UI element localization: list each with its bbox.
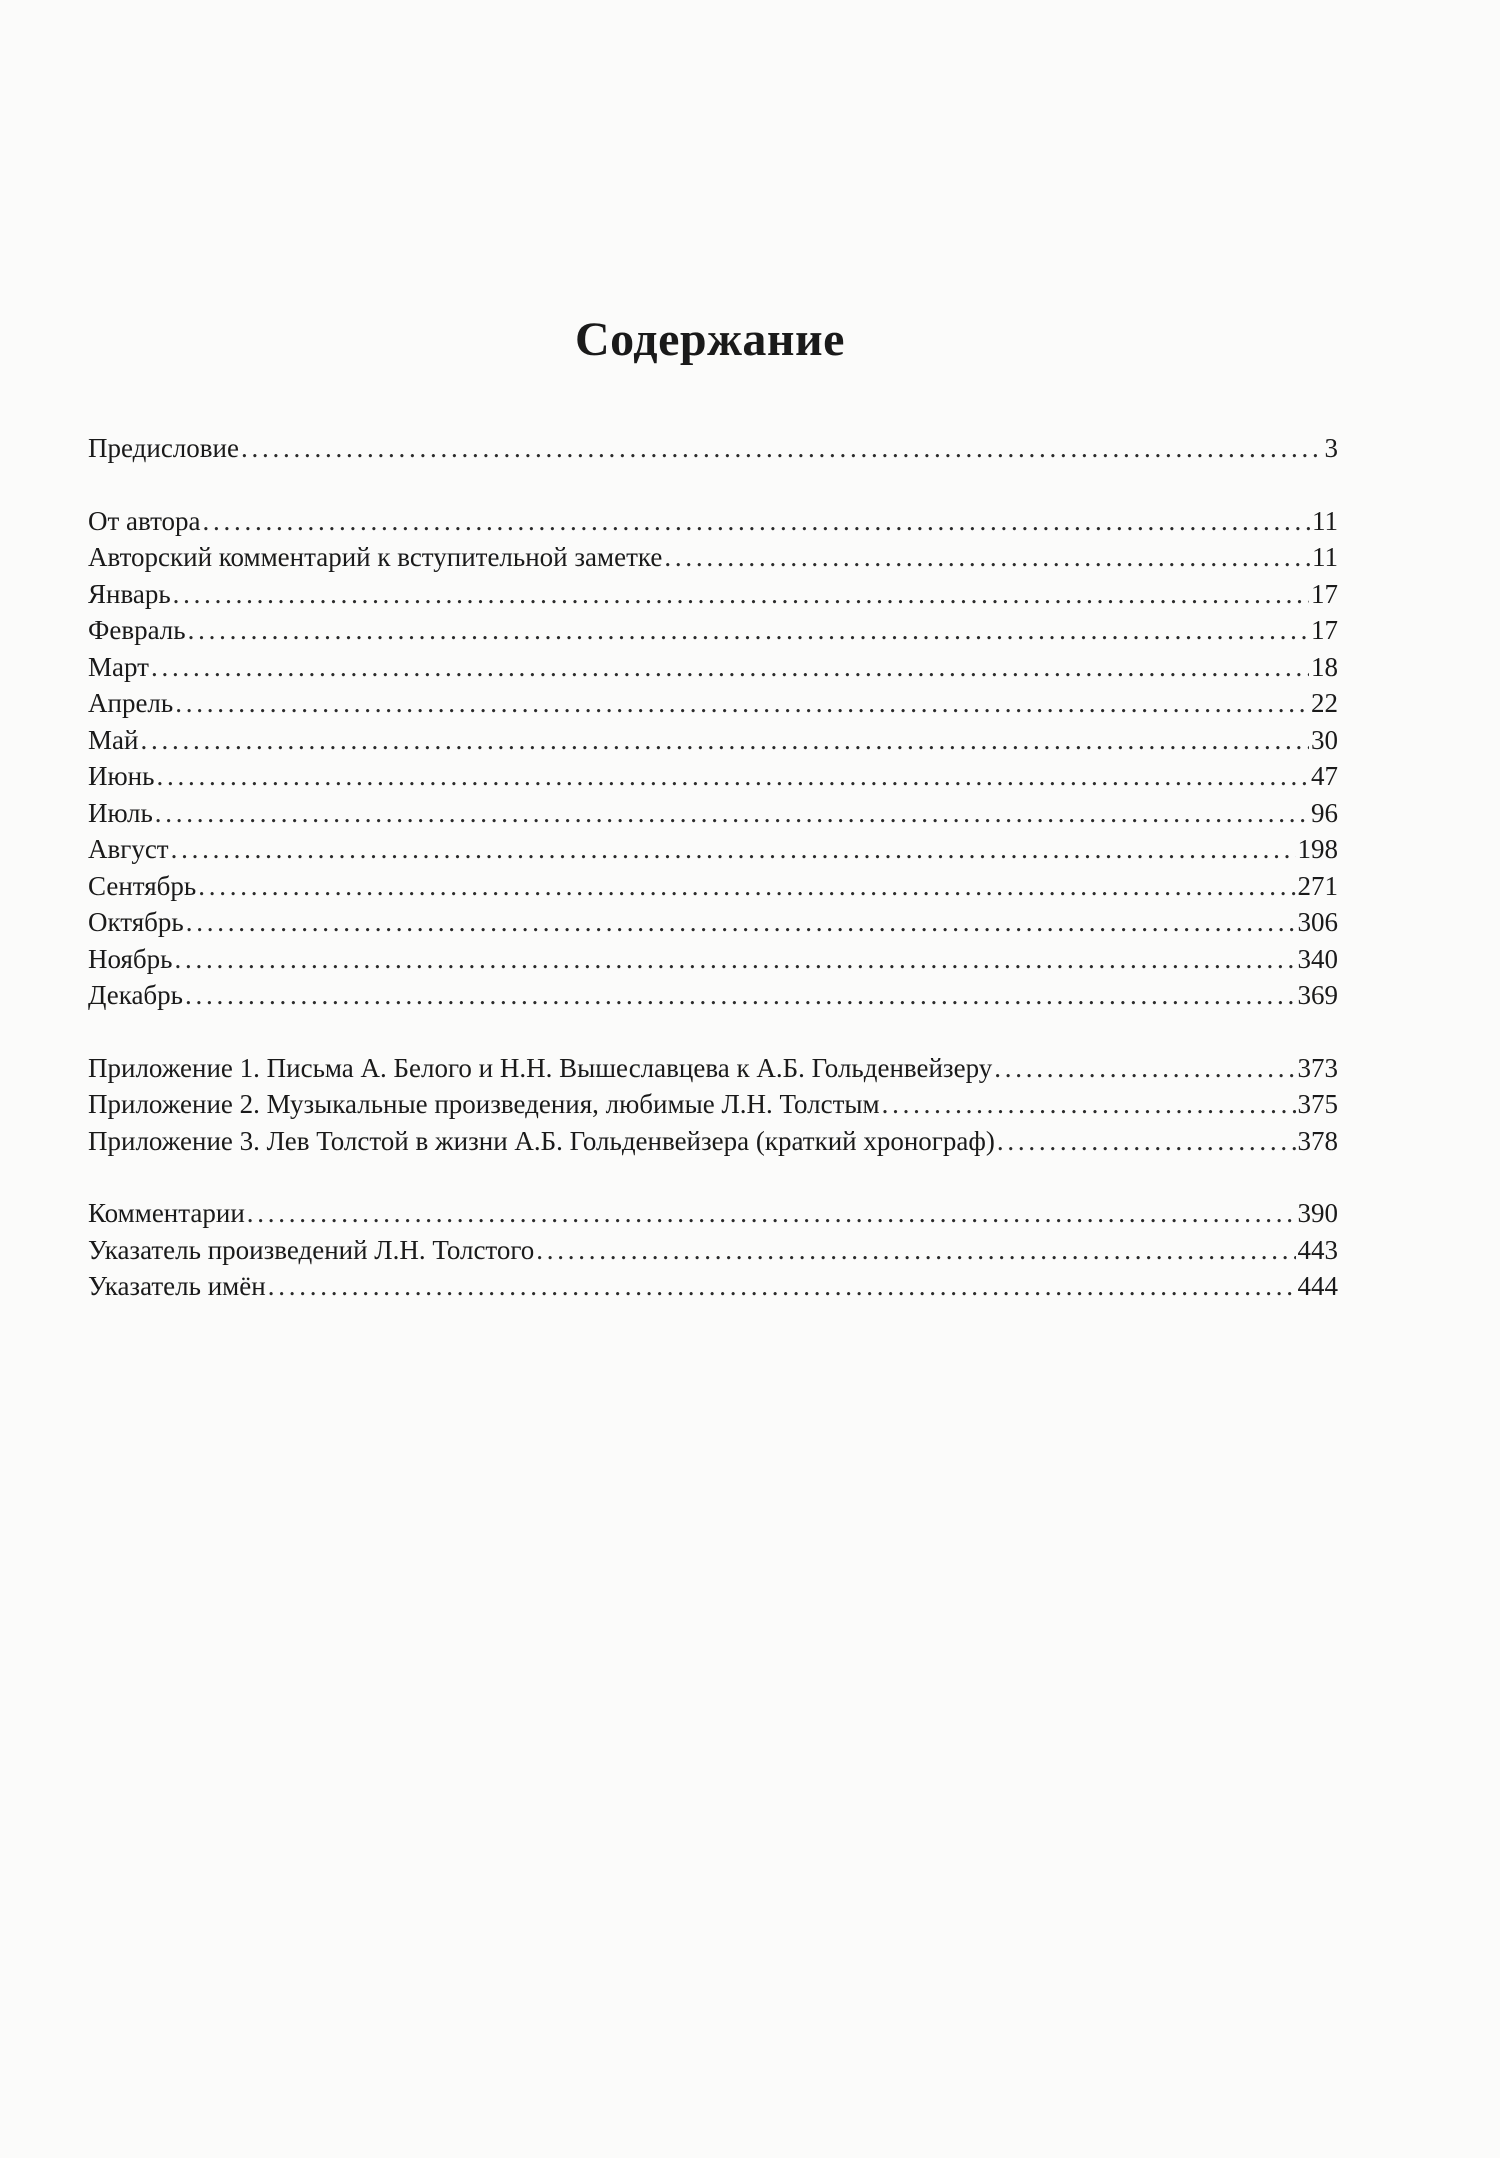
toc-entry-label: Приложение 3. Лев Толстой в жизни А.Б. Гольденвейзера (краткий хронограф) [88,1125,995,1156]
toc-entry-label: Декабрь [88,980,183,1010]
toc-page-number: 3 [1324,433,1338,463]
toc-entry-label: Приложение 1. Письма А. Белого и Н.Н. Вышеславцева к А.Б. Гольденвейзеру [88,1052,993,1083]
dot-leader [268,1268,1296,1305]
toc-page-number: 443 [1297,1234,1338,1265]
dot-leader [151,649,1309,686]
toc-page-number: 30 [1311,724,1338,755]
toc-entry-label: Январь [88,578,171,609]
toc-page-number: 373 [1297,1052,1338,1083]
toc-entry[interactable] [88,539,1338,576]
dot-leader [171,831,1296,868]
toc-page-number: 369 [1297,980,1338,1010]
toc-group [88,503,1338,1014]
toc-entry-label: От автора [88,505,201,536]
toc-page-number: 306 [1297,907,1338,937]
dot-leader [185,977,1296,1014]
toc-entry-label: Приложение 2. Музыкальные произведения, любимые Л.Н. Толстым [88,1089,880,1119]
dot-leader [140,722,1309,759]
toc-entry-label: Указатель имён [88,1271,266,1301]
toc-entry-label: Указатель произведений Л.Н. Толстого [88,1234,535,1265]
toc-entry-label: Март [88,651,149,682]
toc-entry-label: Апрель [88,688,174,718]
toc-entry-label: Предисловие [88,433,239,463]
toc-entry[interactable] [88,576,1338,613]
dot-leader [203,503,1310,540]
toc-entry-label: Октябрь [88,907,184,937]
toc-page-number: 390 [1297,1198,1338,1228]
toc-page-number: 378 [1297,1125,1338,1156]
dot-leader [997,1123,1296,1160]
dot-leader [175,685,1309,722]
dot-leader [241,430,1323,467]
toc-page-number: 47 [1311,761,1338,791]
toc-entry[interactable] [88,1268,1338,1305]
toc-page-number: 18 [1311,651,1338,682]
dot-leader [994,1050,1295,1087]
toc-entry[interactable] [88,1232,1338,1269]
toc-entry[interactable] [88,941,1338,978]
toc-entry[interactable] [88,503,1338,540]
toc-page-number: 11 [1312,542,1338,572]
toc-entry[interactable] [88,904,1338,941]
toc-entry[interactable] [88,1050,1338,1087]
toc-entry-label: Авторский комментарий к вступительной заметке [88,542,663,572]
toc-entry[interactable] [88,722,1338,759]
toc-entry[interactable] [88,977,1338,1014]
toc-page-number: 17 [1311,578,1338,609]
toc-page-number: 17 [1311,615,1338,645]
toc-entry[interactable] [88,612,1338,649]
toc-entry-label: Сентябрь [88,870,197,901]
toc-entry[interactable] [88,868,1338,905]
dot-leader [536,1232,1295,1269]
toc-group [88,1050,1338,1160]
dot-leader [198,868,1295,905]
toc-page-number: 96 [1311,797,1338,828]
dot-leader [247,1195,1296,1232]
toc-entry-label: Февраль [88,615,186,645]
toc-entry-label: Август [88,834,169,864]
dot-leader [155,795,1309,832]
toc-page-number: 22 [1311,688,1338,718]
toc-entry[interactable] [88,1086,1338,1123]
toc-entry-label: Июль [88,797,153,828]
toc-entry-label: Май [88,724,139,755]
toc-entry[interactable] [88,795,1338,832]
dot-leader [156,758,1309,795]
toc-entry[interactable] [88,1123,1338,1160]
toc-page-number: 271 [1297,870,1338,901]
toc-page-number: 11 [1312,505,1338,536]
dot-leader [174,941,1295,978]
dot-leader [186,904,1296,941]
toc-entry[interactable] [88,1195,1338,1232]
toc-page-number: 375 [1297,1089,1338,1119]
toc-entry-label: Комментарии [88,1198,245,1228]
toc-entry-label: Июнь [88,761,155,791]
toc-page-number: 444 [1297,1271,1338,1301]
toc-page-number: 198 [1297,834,1338,864]
toc-entry[interactable] [88,831,1338,868]
toc-page-number: 340 [1297,943,1338,974]
toc-entry[interactable] [88,685,1338,722]
dot-leader [188,612,1309,649]
page-title: Содержание [575,313,845,367]
toc-entry-label: Ноябрь [88,943,173,974]
toc-entry[interactable] [88,430,1338,467]
dot-leader [664,539,1310,576]
dot-leader [882,1086,1296,1123]
toc-group [88,1195,1338,1305]
toc-entry[interactable] [88,758,1338,795]
toc-entry[interactable] [88,649,1338,686]
toc-group [88,430,1338,467]
dot-leader [173,576,1309,613]
table-of-contents [88,430,1338,1341]
